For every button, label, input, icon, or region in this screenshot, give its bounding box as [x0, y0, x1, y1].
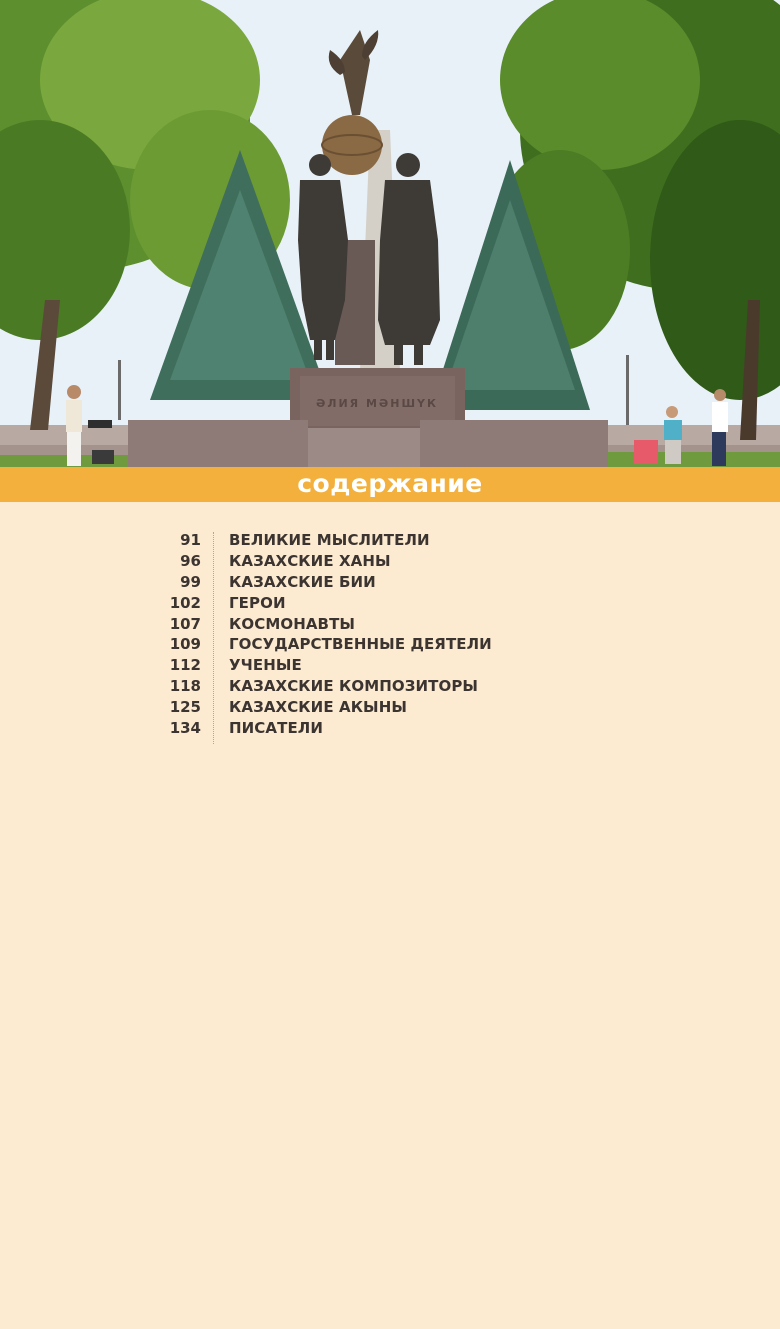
- toc-item[interactable]: [130, 717, 630, 738]
- table-of-contents: [130, 530, 630, 738]
- toc-title: КАЗАХСКИЕ БИИ: [229, 572, 376, 591]
- toc-page-number: 118: [169, 676, 201, 695]
- toc-page-number: 91: [180, 531, 201, 550]
- toc-title: ПИСАТЕЛИ: [229, 718, 324, 737]
- contents-banner: [0, 467, 780, 502]
- toc-page-number: 102: [169, 593, 201, 612]
- toc-page-number: 96: [180, 552, 201, 571]
- toc-page-number: 107: [169, 614, 201, 633]
- toc-title: ВЕЛИКИЕ МЫСЛИТЕЛИ: [229, 531, 430, 550]
- toc-title: ГЕРОИ: [229, 593, 286, 612]
- toc-title: КОСМОНАВТЫ: [229, 614, 356, 633]
- toc-title: УЧЕНЫЕ: [229, 656, 302, 675]
- toc-page-number: 99: [180, 572, 201, 591]
- toc-item[interactable]: [130, 676, 630, 697]
- toc-item[interactable]: [130, 613, 630, 634]
- toc-page-number: 134: [169, 718, 201, 737]
- toc-item[interactable]: [130, 696, 630, 717]
- toc-item[interactable]: [130, 592, 630, 613]
- pedestal-inscription: ӘЛИЯ МӘНШҮК: [315, 397, 439, 410]
- toc-item[interactable]: [130, 530, 630, 551]
- toc-title: ГОСУДАРСТВЕННЫЕ ДЕЯТЕЛИ: [229, 635, 492, 654]
- toc-page-number: 109: [169, 635, 201, 654]
- toc-title: КАЗАХСКИЕ ХАНЫ: [229, 552, 391, 571]
- toc-page-number: 112: [169, 656, 201, 675]
- toc-item[interactable]: [130, 655, 630, 676]
- toc-page-number: 125: [169, 697, 201, 716]
- toc-title: КАЗАХСКИЕ АКЫНЫ: [229, 697, 407, 716]
- toc-divider: [213, 532, 214, 744]
- toc-item[interactable]: [130, 572, 630, 593]
- header-photo: [0, 0, 780, 467]
- monument-photo: [0, 0, 780, 467]
- toc-item[interactable]: [130, 634, 630, 655]
- toc-title: КАЗАХСКИЕ КОМПОЗИТОРЫ: [229, 676, 479, 695]
- page-title: содержание: [297, 469, 483, 498]
- toc-item[interactable]: [130, 551, 630, 572]
